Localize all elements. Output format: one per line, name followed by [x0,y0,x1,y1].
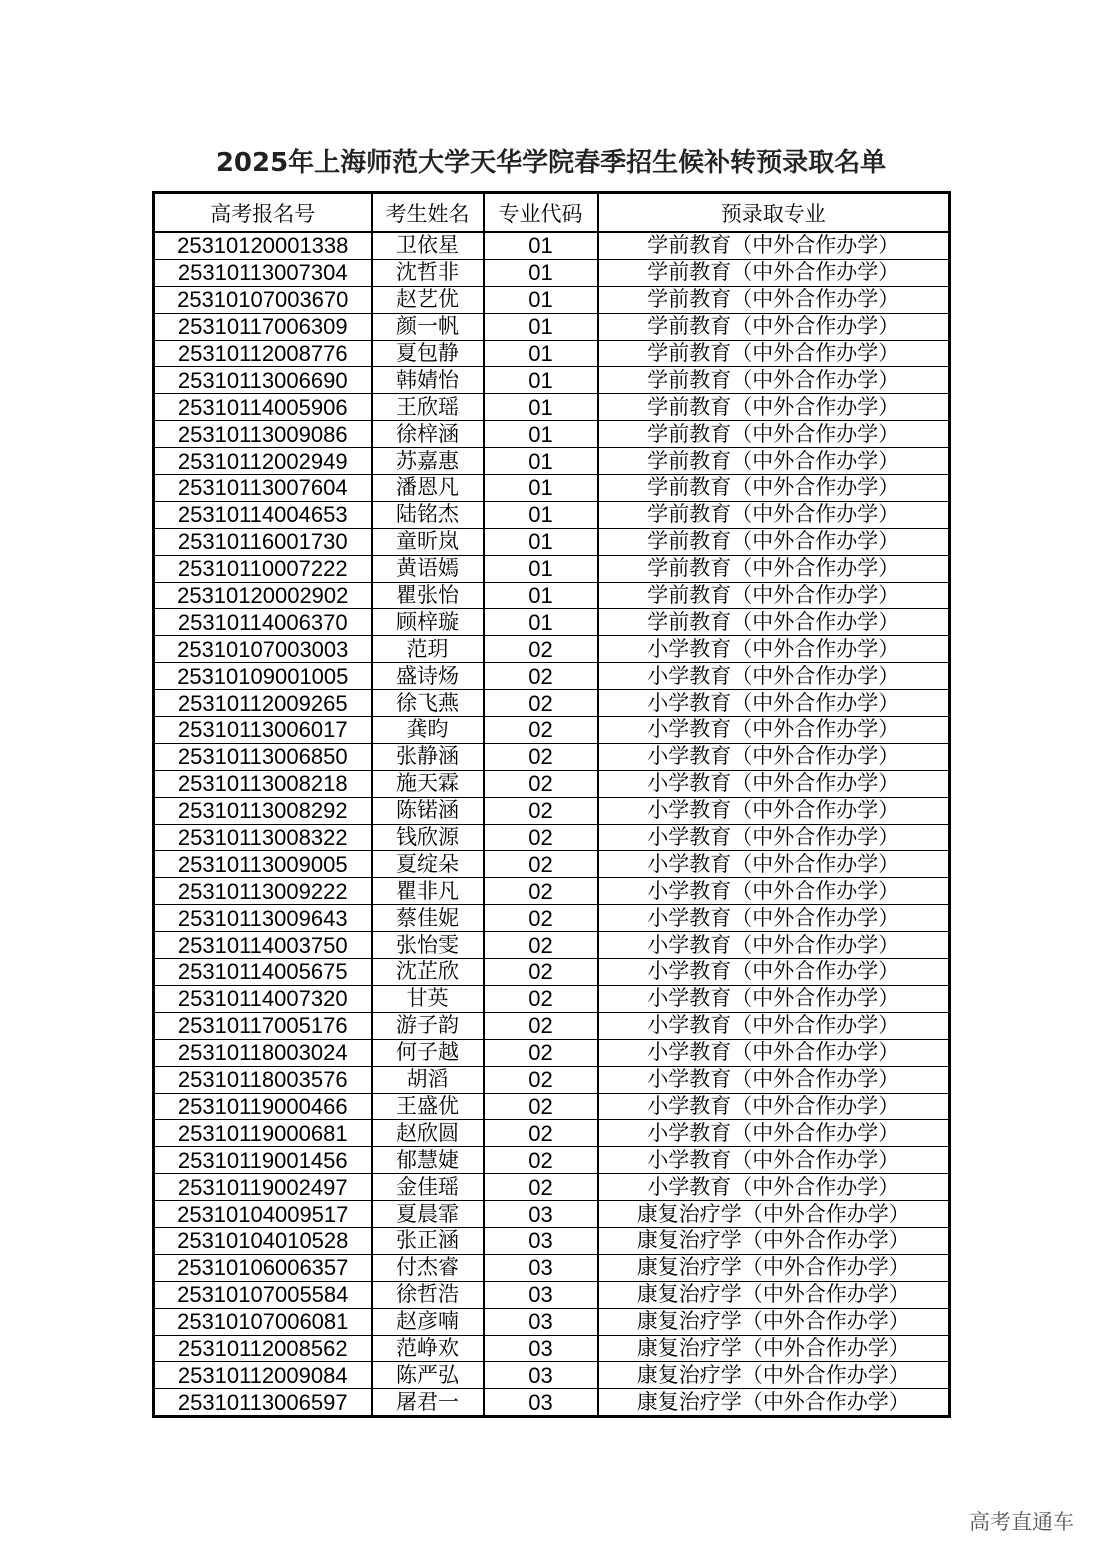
admitted-major-cell: 学前教育（中外合作办学） [598,609,950,636]
student-name-cell: 游子韵 [372,1012,484,1039]
major-code-cell: 02 [484,636,598,663]
table-row [154,905,950,932]
exam-id-cell: 25310113009005 [154,851,372,878]
admitted-major-cell: 学前教育（中外合作办学） [598,340,950,367]
table-row [154,1120,950,1147]
student-name-cell: 金佳瑶 [372,1174,484,1201]
major-code-cell: 01 [484,555,598,582]
admitted-major-cell: 学前教育（中外合作办学） [598,286,950,313]
exam-id-cell: 25310112008562 [154,1335,372,1362]
student-name-cell: 苏嘉惠 [372,448,484,475]
table-row [154,1147,950,1174]
admitted-major-cell: 小学教育（中外合作办学） [598,690,950,717]
student-name-cell: 张正涵 [372,1227,484,1254]
header-student-name: 考生姓名 [372,193,484,233]
exam-id-cell: 25310109001005 [154,663,372,690]
table-row [154,717,950,744]
major-code-cell: 01 [484,609,598,636]
admitted-major-cell: 学前教育（中外合作办学） [598,421,950,448]
major-code-cell: 02 [484,1012,598,1039]
major-code-cell: 01 [484,475,598,502]
major-code-cell: 01 [484,582,598,609]
exam-id-cell: 25310118003024 [154,1039,372,1066]
exam-id-cell: 25310113007604 [154,475,372,502]
admitted-major-cell: 小学教育（中外合作办学） [598,636,950,663]
page-title: 2025年上海师范大学天华学院春季招生候补转预录取名单 [215,148,887,178]
major-code-cell: 02 [484,1120,598,1147]
student-name-cell: 卫依星 [372,232,484,259]
table-row [154,743,950,770]
major-code-cell: 02 [484,1039,598,1066]
major-code-cell: 02 [484,663,598,690]
student-name-cell: 赵欣圆 [372,1120,484,1147]
student-name-cell: 赵艺优 [372,286,484,313]
student-name-cell: 范峥欢 [372,1335,484,1362]
table-row [154,286,950,313]
major-code-cell: 03 [484,1389,598,1417]
major-code-cell: 02 [484,1174,598,1201]
exam-id-cell: 25310112009084 [154,1362,372,1389]
exam-id-cell: 25310106006357 [154,1254,372,1281]
student-name-cell: 张怡雯 [372,932,484,959]
admitted-major-cell: 学前教育（中外合作办学） [598,475,950,502]
student-name-cell: 龚昀 [372,717,484,744]
student-name-cell: 陈锘涵 [372,797,484,824]
admitted-major-cell: 小学教育（中外合作办学） [598,1174,950,1201]
student-name-cell: 童昕岚 [372,528,484,555]
major-code-cell: 01 [484,528,598,555]
student-name-cell: 钱欣源 [372,824,484,851]
table-row [154,421,950,448]
table-row [154,1389,950,1417]
major-code-cell: 02 [484,959,598,986]
table-row [154,1281,950,1308]
table-row [154,448,950,475]
admitted-major-cell: 学前教育（中外合作办学） [598,259,950,286]
student-name-cell: 付杰睿 [372,1254,484,1281]
student-name-cell: 徐飞燕 [372,690,484,717]
table-row [154,1362,950,1389]
student-name-cell: 施天霖 [372,770,484,797]
admitted-major-cell: 康复治疗学（中外合作办学） [598,1362,950,1389]
major-code-cell: 03 [484,1308,598,1335]
table-row [154,232,950,259]
exam-id-cell: 25310113009222 [154,878,372,905]
major-code-cell: 02 [484,690,598,717]
admitted-major-cell: 小学教育（中外合作办学） [598,1066,950,1093]
admitted-major-cell: 康复治疗学（中外合作办学） [598,1335,950,1362]
table-body [154,232,950,1417]
exam-id-cell: 25310117005176 [154,1012,372,1039]
table-row [154,609,950,636]
exam-id-cell: 25310107006081 [154,1308,372,1335]
major-code-cell: 01 [484,232,598,259]
admitted-major-cell: 小学教育（中外合作办学） [598,663,950,690]
admitted-major-cell: 学前教育（中外合作办学） [598,582,950,609]
exam-id-cell: 25310104009517 [154,1201,372,1228]
student-name-cell: 陈严弘 [372,1362,484,1389]
student-name-cell: 夏绽朵 [372,851,484,878]
major-code-cell: 01 [484,501,598,528]
admitted-major-cell: 小学教育（中外合作办学） [598,1147,950,1174]
exam-id-cell: 25310113008218 [154,770,372,797]
table-row [154,824,950,851]
admitted-major-cell: 学前教育（中外合作办学） [598,448,950,475]
admitted-major-cell: 学前教育（中外合作办学） [598,555,950,582]
exam-id-cell: 25310112002949 [154,448,372,475]
table-row [154,636,950,663]
major-code-cell: 03 [484,1254,598,1281]
exam-id-cell: 25310120001338 [154,232,372,259]
exam-id-cell: 25310113008292 [154,797,372,824]
admitted-major-cell: 小学教育（中外合作办学） [598,1093,950,1120]
table-row [154,1066,950,1093]
admitted-major-cell: 学前教育（中外合作办学） [598,501,950,528]
admitted-major-cell: 康复治疗学（中外合作办学） [598,1308,950,1335]
major-code-cell: 02 [484,878,598,905]
table-row [154,501,950,528]
watermark: 高考直通车 [969,1510,1074,1534]
major-code-cell: 01 [484,448,598,475]
major-code-cell: 02 [484,1066,598,1093]
header-major-code: 专业代码 [484,193,598,233]
table-row [154,1012,950,1039]
admitted-major-cell: 学前教育（中外合作办学） [598,528,950,555]
exam-id-cell: 25310119000681 [154,1120,372,1147]
student-name-cell: 颜一帆 [372,313,484,340]
exam-id-cell: 25310114004653 [154,501,372,528]
table-row [154,985,950,1012]
major-code-cell: 01 [484,340,598,367]
exam-id-cell: 25310113009643 [154,905,372,932]
table-row [154,932,950,959]
student-name-cell: 夏晨霏 [372,1201,484,1228]
student-name-cell: 沈芷欣 [372,959,484,986]
admitted-major-cell: 小学教育（中外合作办学） [598,985,950,1012]
table-row [154,1308,950,1335]
major-code-cell: 02 [484,851,598,878]
table-row [154,1039,950,1066]
admitted-major-cell: 小学教育（中外合作办学） [598,770,950,797]
student-name-cell: 陆铭杰 [372,501,484,528]
table-row [154,367,950,394]
student-name-cell: 黄语嫣 [372,555,484,582]
exam-id-cell: 25310114006370 [154,609,372,636]
major-code-cell: 02 [484,797,598,824]
admitted-major-cell: 小学教育（中外合作办学） [598,905,950,932]
major-code-cell: 03 [484,1201,598,1228]
table-row [154,555,950,582]
admitted-major-cell: 小学教育（中外合作办学） [598,878,950,905]
table-row [154,340,950,367]
major-code-cell: 02 [484,1093,598,1120]
table-row [154,851,950,878]
student-name-cell: 胡滔 [372,1066,484,1093]
student-name-cell: 甘英 [372,985,484,1012]
admission-list-table [152,191,948,1418]
major-code-cell: 01 [484,286,598,313]
table-row [154,1201,950,1228]
student-name-cell: 瞿张怡 [372,582,484,609]
table-row [154,475,950,502]
exam-id-cell: 25310119000466 [154,1093,372,1120]
admitted-major-cell: 小学教育（中外合作办学） [598,743,950,770]
exam-id-cell: 25310117006309 [154,313,372,340]
major-code-cell: 01 [484,421,598,448]
exam-id-cell: 25310119002497 [154,1174,372,1201]
student-name-cell: 盛诗炀 [372,663,484,690]
exam-id-cell: 25310119001456 [154,1147,372,1174]
student-name-cell: 蔡佳妮 [372,905,484,932]
student-name-cell: 郁慧婕 [372,1147,484,1174]
admitted-major-cell: 康复治疗学（中外合作办学） [598,1254,950,1281]
student-name-cell: 徐梓涵 [372,421,484,448]
table-row [154,394,950,421]
major-code-cell: 03 [484,1227,598,1254]
student-name-cell: 王欣瑶 [372,394,484,421]
exam-id-cell: 25310112009265 [154,690,372,717]
student-name-cell: 沈哲非 [372,259,484,286]
admitted-major-cell: 小学教育（中外合作办学） [598,797,950,824]
major-code-cell: 01 [484,367,598,394]
table-row [154,690,950,717]
table-row [154,1227,950,1254]
table-row [154,1174,950,1201]
student-name-cell: 赵彦喃 [372,1308,484,1335]
exam-id-cell: 25310113006017 [154,717,372,744]
major-code-cell: 01 [484,313,598,340]
table-row [154,878,950,905]
admitted-major-cell: 小学教育（中外合作办学） [598,824,950,851]
exam-id-cell: 25310114005675 [154,959,372,986]
exam-id-cell: 25310107003003 [154,636,372,663]
table-row [154,1254,950,1281]
major-code-cell: 03 [484,1335,598,1362]
exam-id-cell: 25310118003576 [154,1066,372,1093]
student-name-cell: 何子越 [372,1039,484,1066]
exam-id-cell: 25310110007222 [154,555,372,582]
admitted-major-cell: 康复治疗学（中外合作办学） [598,1227,950,1254]
admitted-major-cell: 小学教育（中外合作办学） [598,1120,950,1147]
major-code-cell: 03 [484,1281,598,1308]
exam-id-cell: 25310113006690 [154,367,372,394]
major-code-cell: 02 [484,770,598,797]
admitted-major-cell: 学前教育（中外合作办学） [598,313,950,340]
student-name-cell: 瞿非凡 [372,878,484,905]
major-code-cell: 02 [484,1147,598,1174]
exam-id-cell: 25310107005584 [154,1281,372,1308]
table-row [154,582,950,609]
major-code-cell: 02 [484,717,598,744]
admitted-major-cell: 学前教育（中外合作办学） [598,367,950,394]
major-code-cell: 02 [484,743,598,770]
table-header-row [154,193,950,233]
header-admitted-major: 预录取专业 [598,193,950,233]
major-code-cell: 02 [484,932,598,959]
table-row [154,1093,950,1120]
major-code-cell: 02 [484,905,598,932]
major-code-cell: 03 [484,1362,598,1389]
admitted-major-cell: 小学教育（中外合作办学） [598,1012,950,1039]
header-exam-id: 高考报名号 [154,193,372,233]
exam-id-cell: 25310113009086 [154,421,372,448]
student-name-cell: 范玥 [372,636,484,663]
student-name-cell: 徐哲浩 [372,1281,484,1308]
exam-id-cell: 25310107003670 [154,286,372,313]
table-row [154,770,950,797]
table-row [154,259,950,286]
exam-id-cell: 25310114007320 [154,985,372,1012]
major-code-cell: 02 [484,985,598,1012]
table-row [154,797,950,824]
admitted-major-cell: 学前教育（中外合作办学） [598,232,950,259]
exam-id-cell: 25310112008776 [154,340,372,367]
admitted-major-cell: 学前教育（中外合作办学） [598,394,950,421]
exam-id-cell: 25310104010528 [154,1227,372,1254]
table-row [154,1335,950,1362]
student-name-cell: 张静涵 [372,743,484,770]
exam-id-cell: 25310113006850 [154,743,372,770]
exam-id-cell: 25310114005906 [154,394,372,421]
admitted-major-cell: 康复治疗学（中外合作办学） [598,1389,950,1417]
exam-id-cell: 25310116001730 [154,528,372,555]
table-row [154,663,950,690]
student-name-cell: 潘恩凡 [372,475,484,502]
admitted-major-cell: 康复治疗学（中外合作办学） [598,1281,950,1308]
student-name-cell: 屠君一 [372,1389,484,1417]
exam-id-cell: 25310113007304 [154,259,372,286]
student-name-cell: 夏包静 [372,340,484,367]
table-row [154,959,950,986]
admitted-major-cell: 小学教育（中外合作办学） [598,932,950,959]
admitted-major-cell: 小学教育（中外合作办学） [598,1039,950,1066]
major-code-cell: 02 [484,824,598,851]
major-code-cell: 01 [484,259,598,286]
admitted-major-cell: 小学教育（中外合作办学） [598,717,950,744]
exam-id-cell: 25310113006597 [154,1389,372,1417]
admitted-major-cell: 小学教育（中外合作办学） [598,959,950,986]
exam-id-cell: 25310120002902 [154,582,372,609]
admitted-major-cell: 康复治疗学（中外合作办学） [598,1201,950,1228]
exam-id-cell: 25310114003750 [154,932,372,959]
exam-id-cell: 25310113008322 [154,824,372,851]
major-code-cell: 01 [484,394,598,421]
student-name-cell: 王盛优 [372,1093,484,1120]
student-name-cell: 韩婧怡 [372,367,484,394]
student-name-cell: 顾梓璇 [372,609,484,636]
admitted-major-cell: 小学教育（中外合作办学） [598,851,950,878]
table-row [154,313,950,340]
table-row [154,528,950,555]
